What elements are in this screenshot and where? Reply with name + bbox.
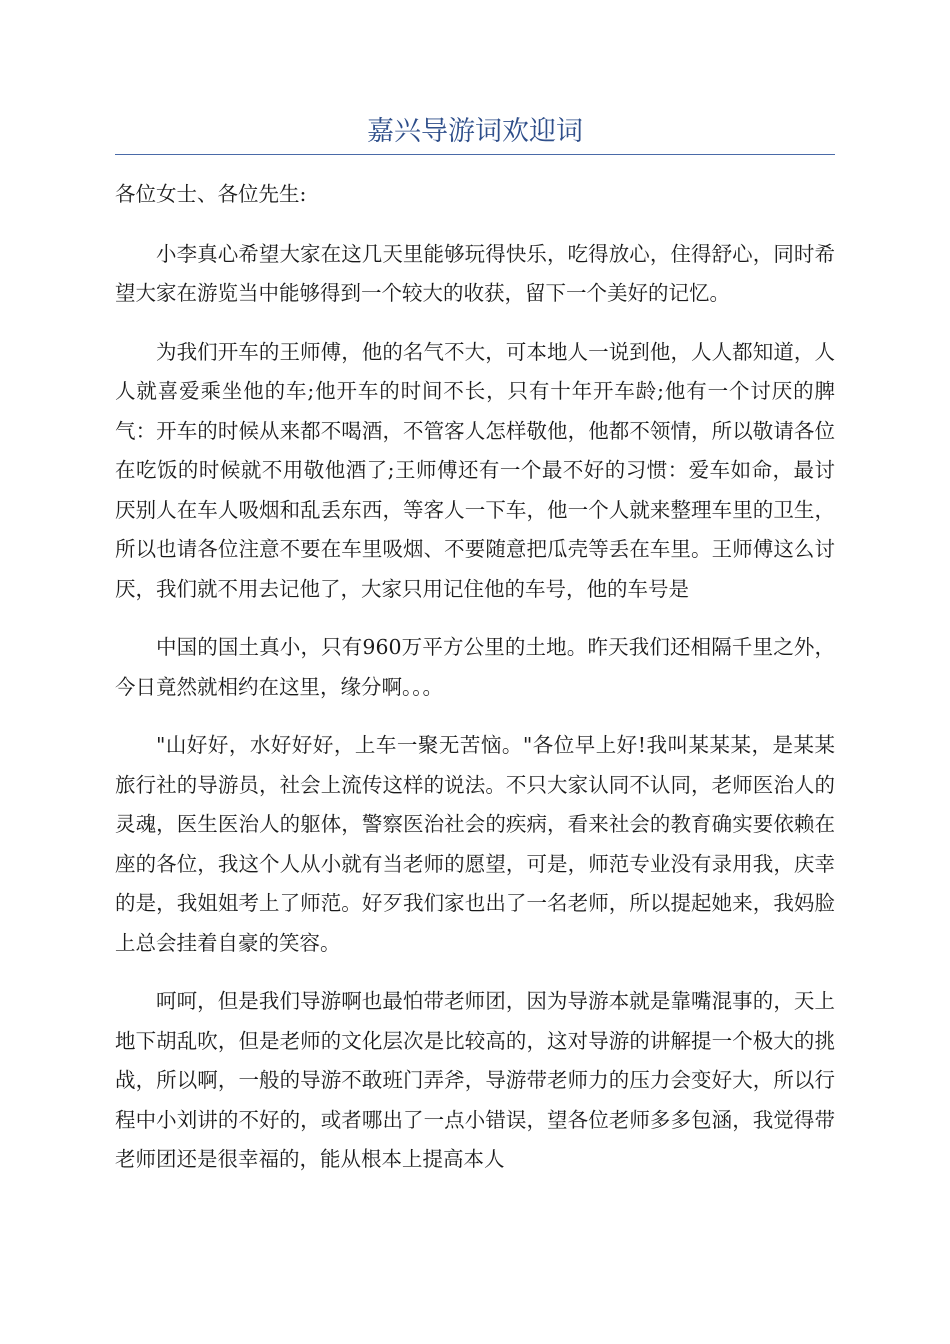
document-body [115,175,835,1199]
paragraph-1: 小李真心希望大家在这几天里能够玩得快乐，吃得放心，住得舒心，同时希望大家在游览当中能够得到一个较大的收获，留下一个美好的记忆。 [115,241,835,305]
document-title: 嘉兴导游词欢迎词 [367,116,583,147]
title-underline [115,154,835,155]
paragraph-4: "山好好，水好好好，上车一聚无苦恼。"各位早上好!我叫某某某，是某某旅行社的导游员，社会上流传这样的说法。不只大家认同不认同，老师医治人的灵魂，医生医治人的躯体，警察医治社会的疾病，看来社会的教育确实要依赖在座的各位，我这个人从小就有当老师的愿望，可是，师范专业没有录用我，庆幸的是，我姐姐考上了师范。好歹我们家也出了一名老师，所以提起她来，我妈脸上总会挂着自豪的笑容。 [115,733,835,955]
paragraph-3: 中国的国土真小，只有960万平方公里的土地。昨天我们还相隔千里之外，今日竟然就相约在这里，缘分啊。。。 [115,635,835,699]
salutation: 各位女士、各位先生: [115,182,307,206]
paragraph-5: 呵呵，但是我们导游啊也最怕带老师团，因为导游本就是靠嘴混事的，天上地下胡乱吹，但是老师的文化层次是比较高的，这对导游的讲解提一个极大的挑战，所以啊，一般的导游不敢班门弄斧，导游带老师力的压力会变好大，所以行程中小刘讲的不好的，或者哪出了一点小错误，望各位老师多多包涵，我觉得带老师团还是很幸福的，能从根本上提高本人 [115,989,835,1171]
paragraph-2: 为我们开车的王师傅，他的名气不大，可本地人一说到他，人人都知道，人人就喜爱乘坐他的车;他开车的时间不长，只有十年开车龄;他有一个讨厌的脾气：开车的时候从来都不喝酒，不管客人怎样敬他，他都不领情，所以敬请各位在吃饭的时候就不用敬他酒了;王师傅还有一个最不好的习惯：爱车如命，最讨厌别人在车人吸烟和乱丢东西，等客人一下车，他一个人就来整理车里的卫生，所以也请各位注意不要在车里吸烟、不要随意把瓜壳等丢在车里。王师傅这么讨厌，我们就不用去记他了，大家只用记住他的车号，他的车号是 [115,339,835,601]
